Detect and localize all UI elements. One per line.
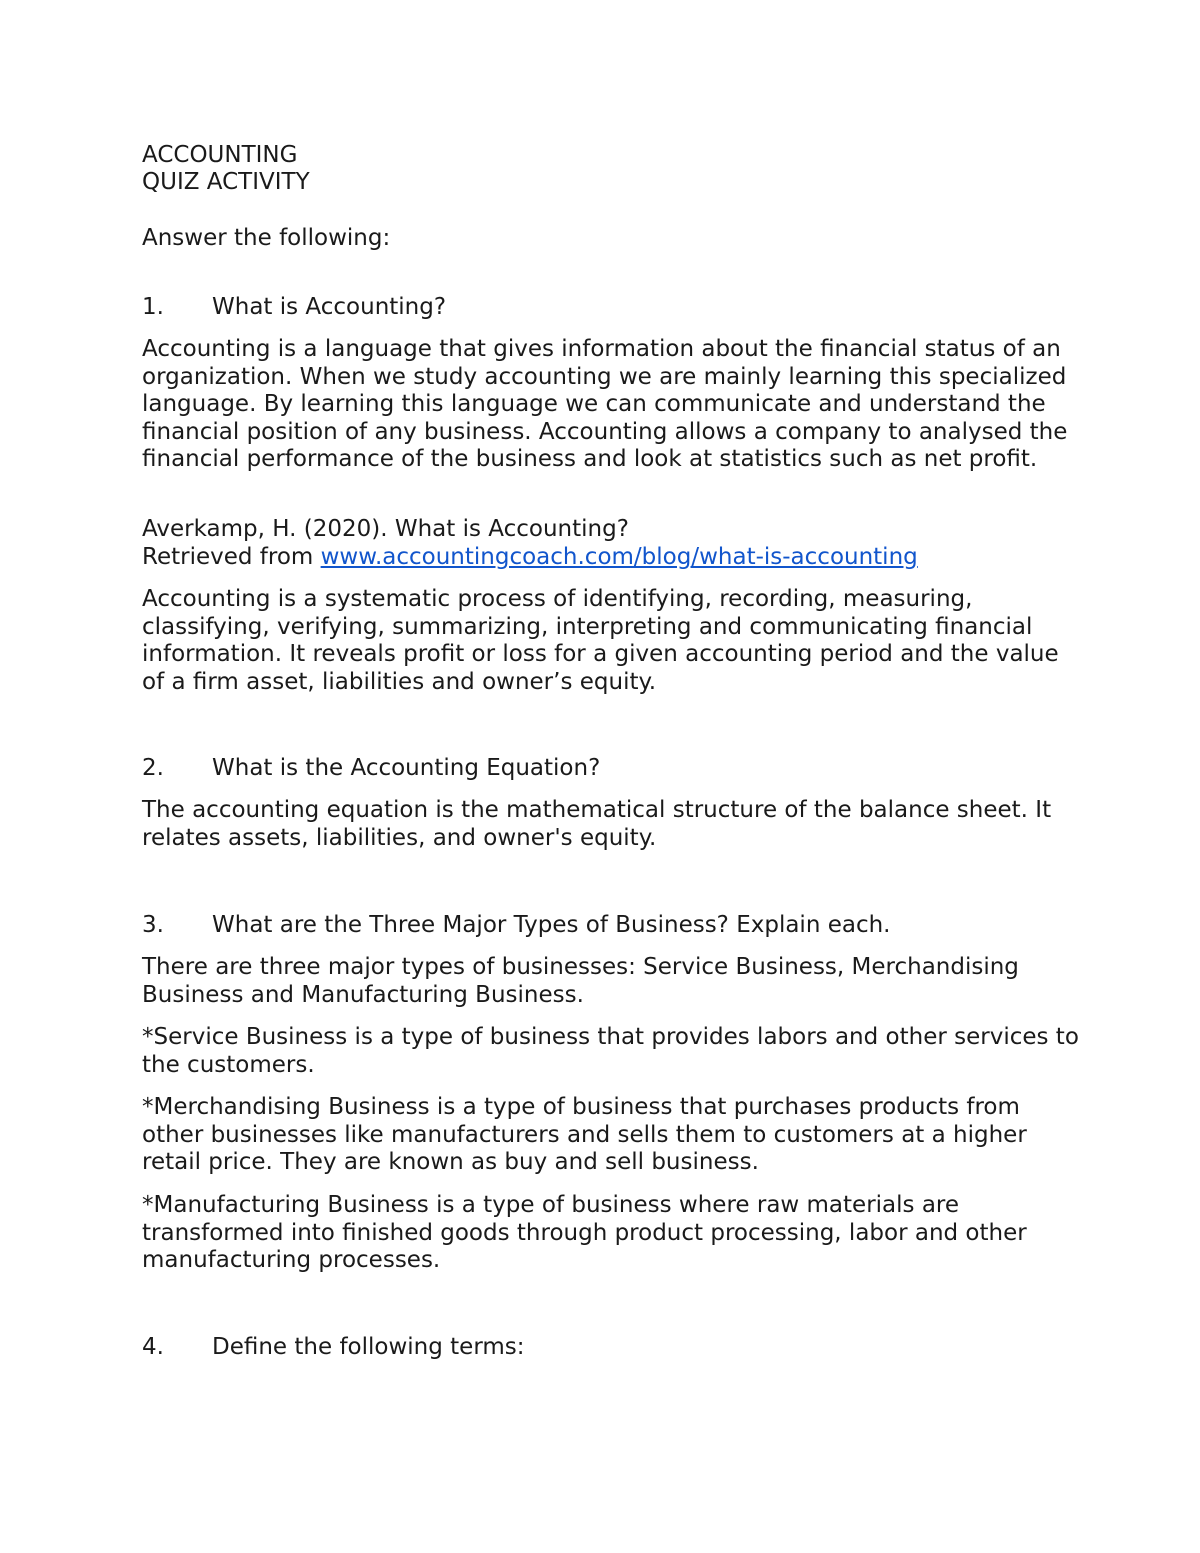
question-4-text: Define the following terms:	[212, 1334, 525, 1360]
source-link[interactable]: www.accountingcoach.com/blog/what-is-accounting	[320, 544, 918, 570]
answer-3-merchandising: *Merchandising Business is a type of business that purchases products from other businesses like manufacturers and sells them to customers at a higher retail price. They are known as buy and sell business.	[142, 1094, 1027, 1176]
question-3	[142, 911, 891, 939]
document-subtitle: QUIZ ACTIVITY	[142, 169, 310, 195]
retrieved-prefix: Retrieved from	[142, 544, 321, 570]
question-4	[142, 1333, 525, 1361]
question-2-text: What is the Accounting Equation?	[212, 755, 601, 781]
question-1-text: What is Accounting?	[212, 294, 447, 320]
retrieved-from	[142, 543, 918, 571]
answer-3-intro: There are three major types of businesses: Service Business, Merchandising Business and Manufacturing Business.	[142, 954, 1019, 1008]
question-4-number: 4.	[142, 1334, 164, 1360]
question-2-number: 2.	[142, 755, 164, 781]
citation: Averkamp, H. (2020). What is Accounting?	[142, 516, 629, 542]
question-3-text: What are the Three Major Types of Business? Explain each.	[212, 912, 891, 938]
answer-1-paragraph-1: Accounting is a language that gives information about the financial status of an organization. When we study accounting we are mainly learning this specialized language. By learning this language we can communicate and understand the financial position of any business. Accounting allows a company to analysed the financial performance of the business and look at statistics such as net profit.	[142, 336, 1068, 473]
question-1-number: 1.	[142, 294, 164, 320]
instructions: Answer the following:	[142, 225, 391, 251]
answer-3-service: *Service Business is a type of business that provides labors and other services to the customers.	[142, 1024, 1079, 1078]
question-3-number: 3.	[142, 912, 164, 938]
question-2	[142, 754, 600, 782]
document-title: ACCOUNTING	[142, 142, 298, 168]
answer-2: The accounting equation is the mathematical structure of the balance sheet. It relates assets, liabilities, and owner's equity.	[142, 797, 1052, 851]
answer-3-manufacturing: *Manufacturing Business is a type of business where raw materials are transformed into finished goods through product processing, labor and other manufacturing processes.	[142, 1192, 1027, 1274]
answer-1-paragraph-2: Accounting is a systematic process of identifying, recording, measuring, classifying, verifying, summarizing, interpreting and communicating financial information. It reveals profit or loss for a given accounting period and the value of a firm asset, liabilities and owner’s equity.	[142, 586, 1059, 695]
question-1	[142, 293, 446, 321]
